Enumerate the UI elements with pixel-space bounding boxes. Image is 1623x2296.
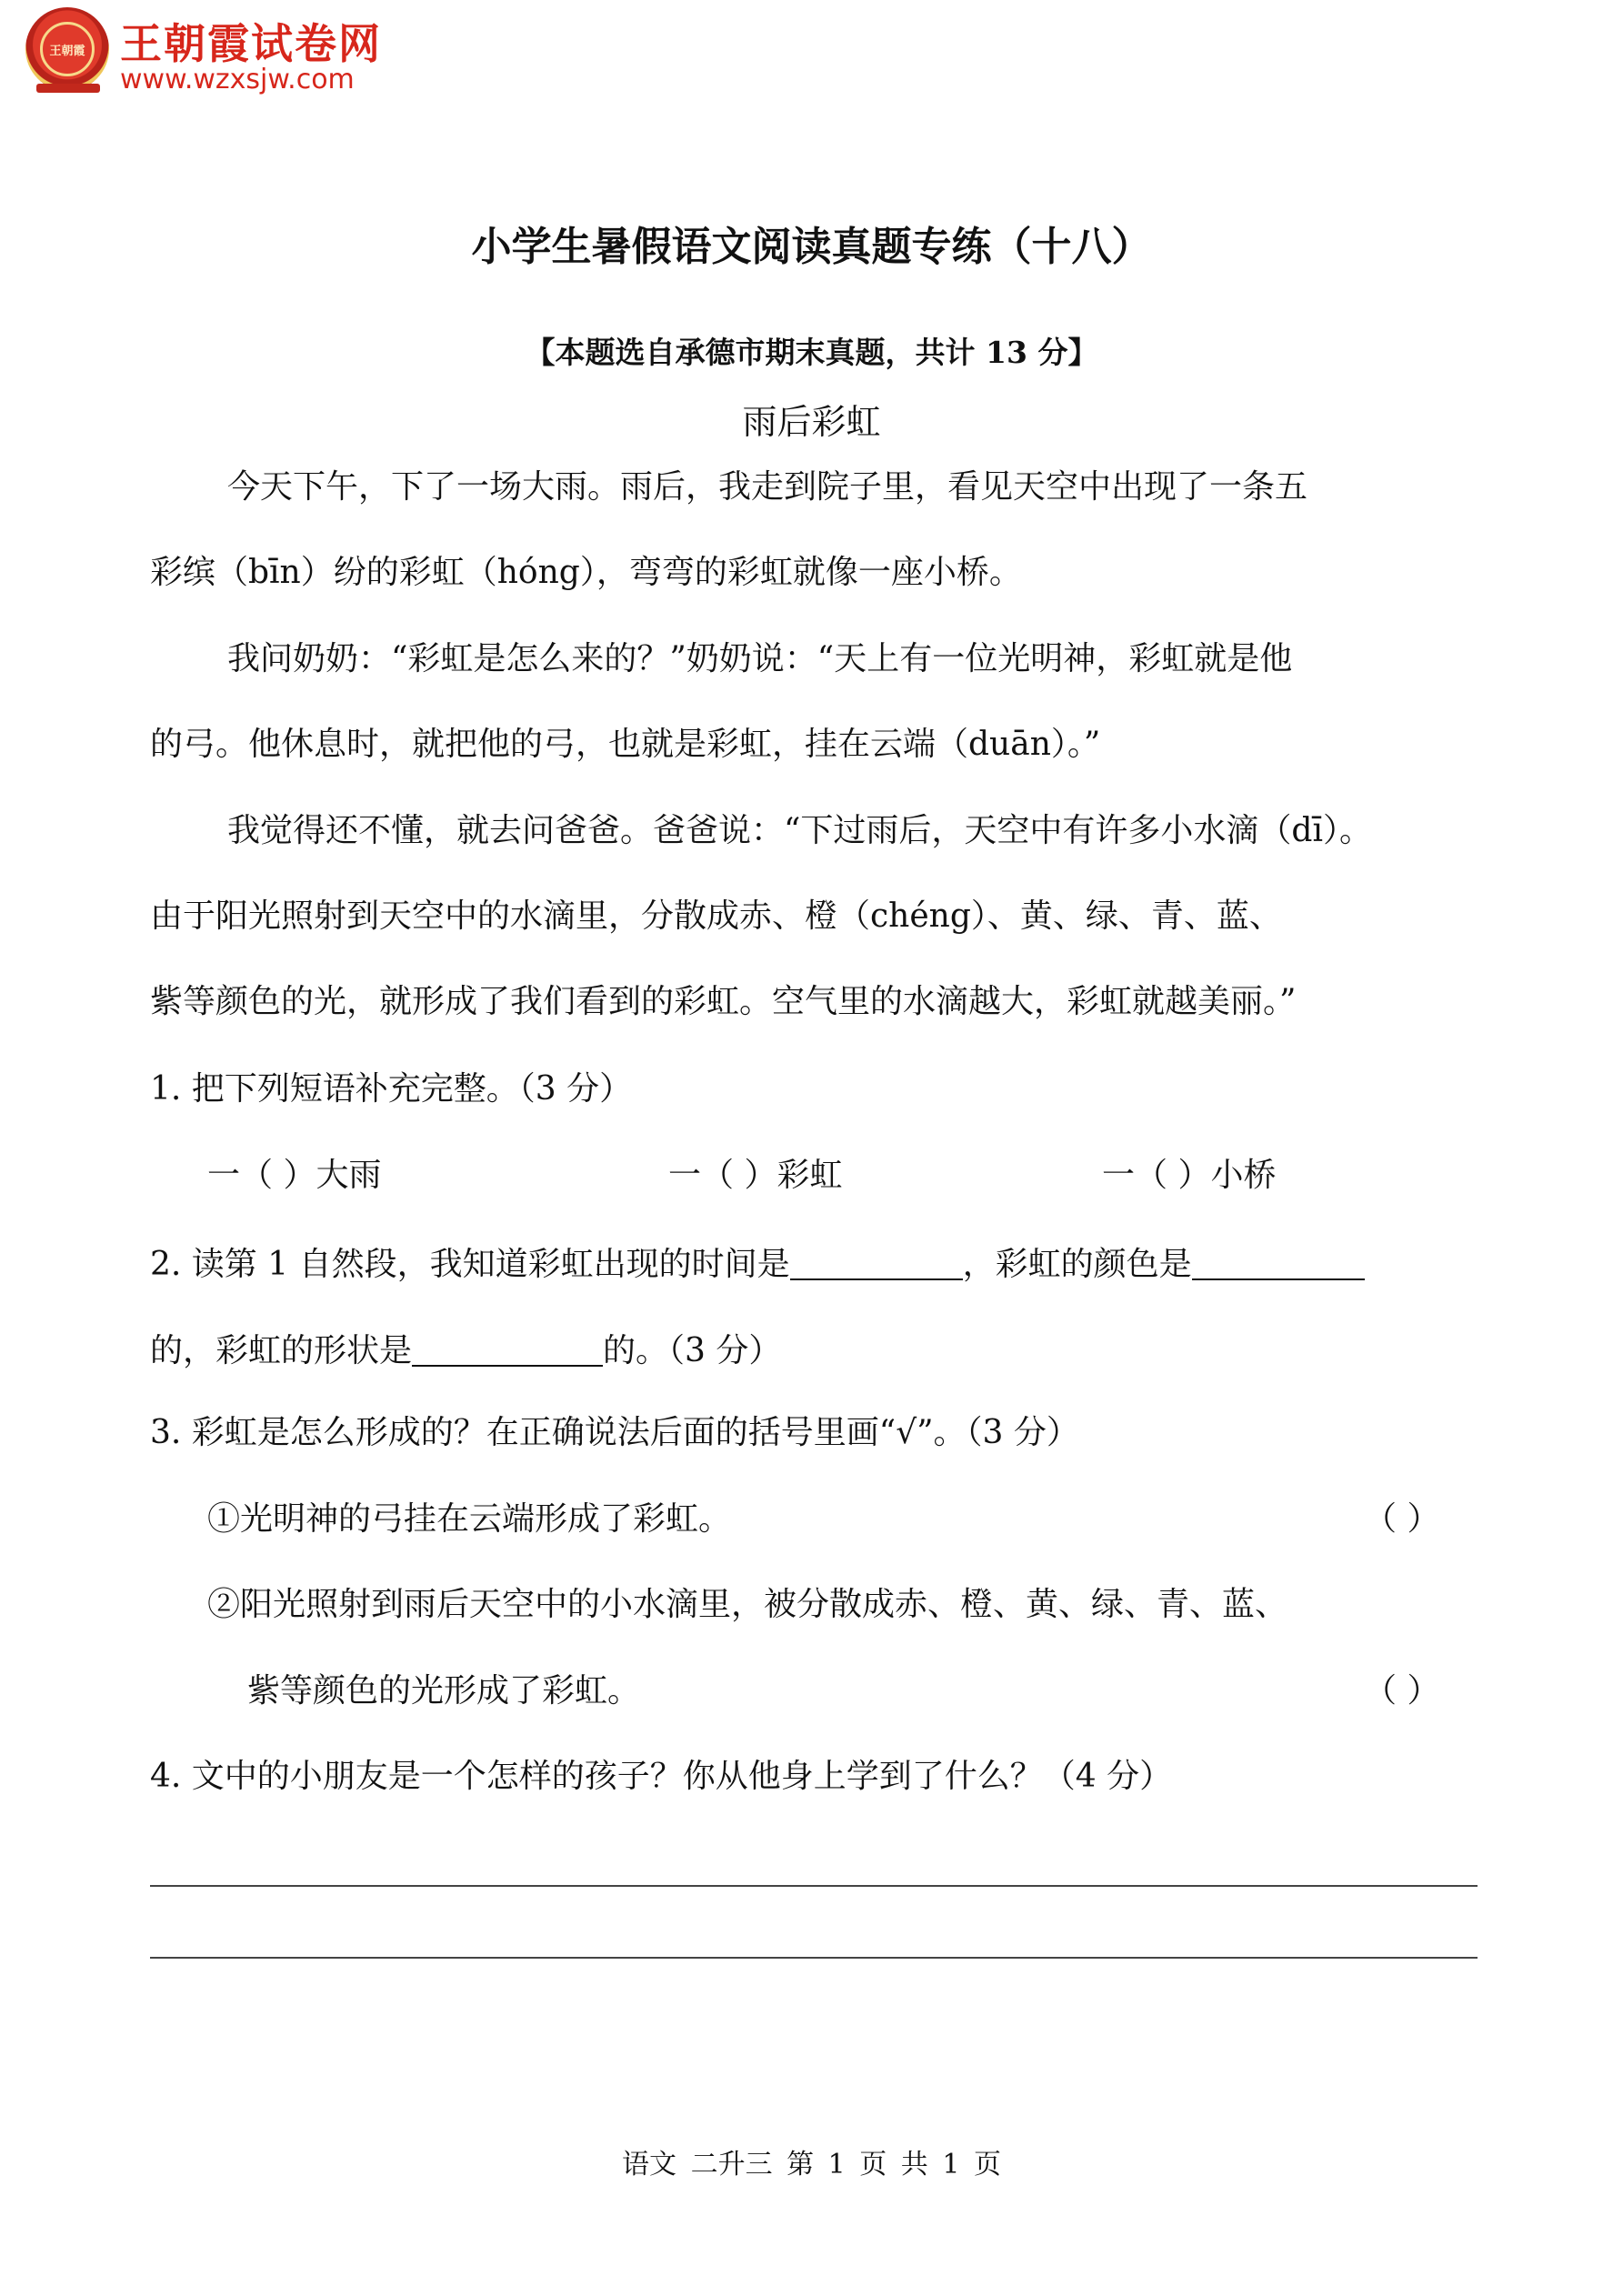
passage-line: 彩缤（bīn）纷的彩虹（hóng），弯弯的彩虹就像一座小桥。 xyxy=(150,554,1022,591)
logo-title: 王朝霞试卷网 xyxy=(120,19,382,68)
question-2-line-1 xyxy=(150,1246,1365,1281)
logo-emblem xyxy=(25,7,109,91)
source-note: 【本题选自承德市期末真题，共计 13 分】 xyxy=(525,335,1098,370)
color-blank[interactable] xyxy=(1192,1246,1365,1280)
question-4: 4. 文中的小朋友是一个怎样的孩子？你从他身上学到了什么？（4 分） xyxy=(150,1758,1173,1795)
passage-line: 紫等颜色的光，就形成了我们看到的彩虹。空气里的水滴越大，彩虹就越美丽。” xyxy=(150,983,1297,1020)
page-footer: 语文 二升三 第 1 页 共 1 页 xyxy=(622,2149,1001,2181)
q3-option-2-bracket[interactable]: （ ） xyxy=(1364,1672,1440,1709)
question-2-line-2 xyxy=(150,1332,781,1368)
question-1: 1. 把下列短语补充完整。（3 分） xyxy=(150,1070,633,1108)
q1-item: 一（ ）彩虹 xyxy=(668,1157,843,1194)
shape-blank[interactable] xyxy=(412,1332,603,1367)
q2-text-4: 的。（3 分） xyxy=(603,1332,782,1369)
passage-line: 我问奶奶：“彩虹是怎么来的？”奶奶说：“天上有一位光明神，彩虹就是他 xyxy=(227,640,1293,677)
passage-line: 的弓。他休息时，就把他的弓，也就是彩虹，挂在云端（duān）。” xyxy=(150,726,1101,763)
logo-emblem-text: 王朝霞 xyxy=(40,22,95,76)
q3-option-2: ②阳光照射到雨后天空中的小水滴里，被分散成赤、橙、黄、绿、青、蓝、 xyxy=(207,1586,1288,1623)
passage-line: 我觉得还不懂，就去问爸爸。爸爸说：“下过雨后，天空中有许多小水滴（dī）。 xyxy=(227,812,1372,849)
q1-item: 一（ ）大雨 xyxy=(207,1157,382,1194)
answer-line[interactable] xyxy=(150,1957,1478,1959)
q2-text-3: 的，彩虹的形状是 xyxy=(150,1332,413,1369)
passage-line: 今天下午，下了一场大雨。雨后，我走到院子里，看见天空中出现了一条五 xyxy=(227,468,1308,506)
q3-option-1-bracket[interactable]: （ ） xyxy=(1364,1500,1440,1538)
logo-ribbon xyxy=(36,84,100,93)
question-3: 3. 彩虹是怎么形成的？在正确说法后面的括号里画“√”。（3 分） xyxy=(150,1414,1079,1451)
answer-line[interactable] xyxy=(150,1885,1478,1887)
q3-option-2-cont: 紫等颜色的光形成了彩虹。 xyxy=(247,1672,641,1709)
logo-url: www.wzxsjw.com xyxy=(120,64,355,95)
passage-line: 由于阳光照射到天空中的水滴里，分散成赤、橙（chéng）、黄、绿、青、蓝、 xyxy=(150,897,1282,935)
q1-item: 一（ ）小桥 xyxy=(1102,1157,1277,1194)
q2-text-1: 2. 读第 1 自然段，我知道彩虹出现的时间是 xyxy=(150,1246,790,1283)
q2-text-2: ，彩虹的颜色是 xyxy=(962,1246,1192,1283)
passage-title: 雨后彩虹 xyxy=(742,402,881,442)
page-title: 小学生暑假语文阅读真题专练（十八） xyxy=(471,224,1152,270)
q3-option-1: ①光明神的弓挂在云端形成了彩虹。 xyxy=(207,1500,732,1538)
time-blank[interactable] xyxy=(790,1246,963,1280)
